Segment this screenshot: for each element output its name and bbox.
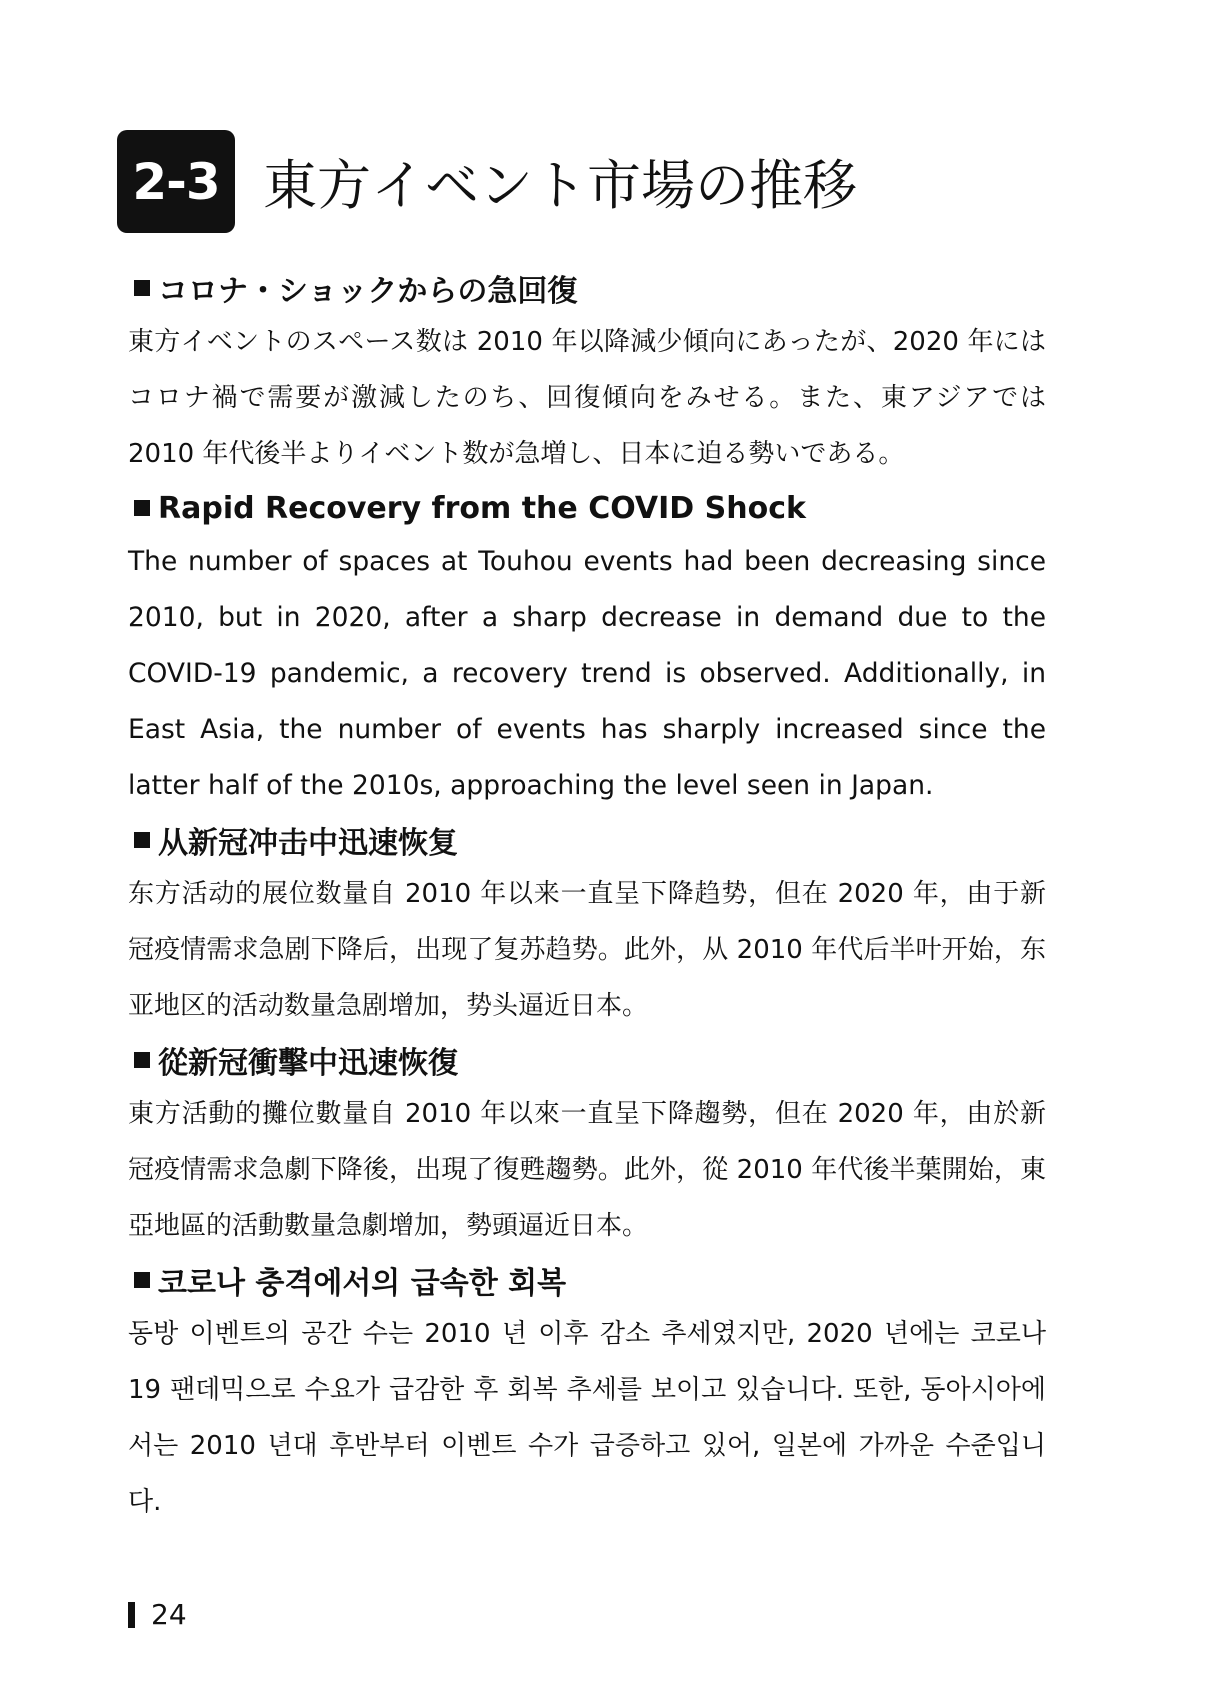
section-japanese xyxy=(128,262,1046,482)
black-square-bullet-icon xyxy=(134,1272,150,1288)
section-body-korean: 동방 이벤트의 공간 수는 2010 년 이후 감소 추세였지만, 2020 년에는 코로나 19 팬데믹으로 수요가 급감한 후 회복 추세를 보이고 있습니다. 또한, 동아시아에서는 2010 년대 후반부터 이벤트 수가 급증하고 있어, 일본에 가까운 수준입니다. xyxy=(128,1319,1046,1517)
page-title-text: 東方イベント市場の推移 xyxy=(263,154,857,217)
section-body-english: The number of spaces at Touhou events had been decreasing since 2010, but in 2020, after a sharp decrease in demand due to the COVID-19 pandemic, a recovery trend is observed. Additionally, in East Asia, the number of events has sharply increased since the latter half of the 2010s, approaching the level seen in Japan. xyxy=(128,546,1046,801)
section-body-japanese: 東方イベントのスペース数は 2010 年以降減少傾向にあったが、2020 年にはコロナ禍で需要が激減したのち、回復傾向をみせる。また、東アジアでは 2010 年代後半よりイベント数が急増し、日本に迫る勢いである。 xyxy=(128,327,1046,469)
section-heading-text: コロナ・ショックからの急回復 xyxy=(158,274,578,309)
section-korean xyxy=(128,1254,1046,1530)
main-content xyxy=(128,262,1046,1530)
black-square-bullet-icon xyxy=(134,832,150,848)
page-number: 24 xyxy=(151,1598,187,1631)
section-heading-korean xyxy=(128,1254,1046,1306)
page-footer xyxy=(128,1598,187,1631)
section-body-simplified-chinese: 东方活动的展位数量自 2010 年以来一直呈下降趋势，但在 2020 年，由于新冠疫情需求急剧下降后，出现了复苏趋势。此外，从 2010 年代后半叶开始，东亚地区的活动数量急剧增加，势头逼近日本。 xyxy=(128,879,1046,1021)
section-heading-text: 从新冠冲击中迅速恢复 xyxy=(158,826,458,861)
section-heading-text: Rapid Recovery from the COVID Shock xyxy=(158,490,806,526)
section-heading-traditional-chinese xyxy=(128,1034,1046,1086)
black-square-bullet-icon xyxy=(134,1052,150,1068)
section-traditional-chinese xyxy=(128,1034,1046,1254)
page-title xyxy=(117,130,857,233)
section-simplified-chinese xyxy=(128,814,1046,1034)
section-body-traditional-chinese: 東方活動的攤位數量自 2010 年以來一直呈下降趨勢，但在 2020 年，由於新冠疫情需求急劇下降後，出現了復甦趨勢。此外，從 2010 年代後半葉開始，東亞地區的活動數量急劇增加，勢頭逼近日本。 xyxy=(128,1099,1046,1241)
section-heading-text: 코로나 충격에서의 급속한 회복 xyxy=(158,1266,567,1301)
section-english xyxy=(128,482,1046,814)
section-heading-english xyxy=(128,482,1046,534)
section-heading-japanese xyxy=(128,262,1046,314)
black-square-bullet-icon xyxy=(134,500,150,516)
section-number-badge: 2-3 xyxy=(117,130,235,233)
footer-bar-icon xyxy=(128,1602,135,1628)
section-heading-simplified-chinese xyxy=(128,814,1046,866)
section-heading-text: 從新冠衝擊中迅速恢復 xyxy=(158,1046,458,1081)
black-square-bullet-icon xyxy=(134,280,150,296)
